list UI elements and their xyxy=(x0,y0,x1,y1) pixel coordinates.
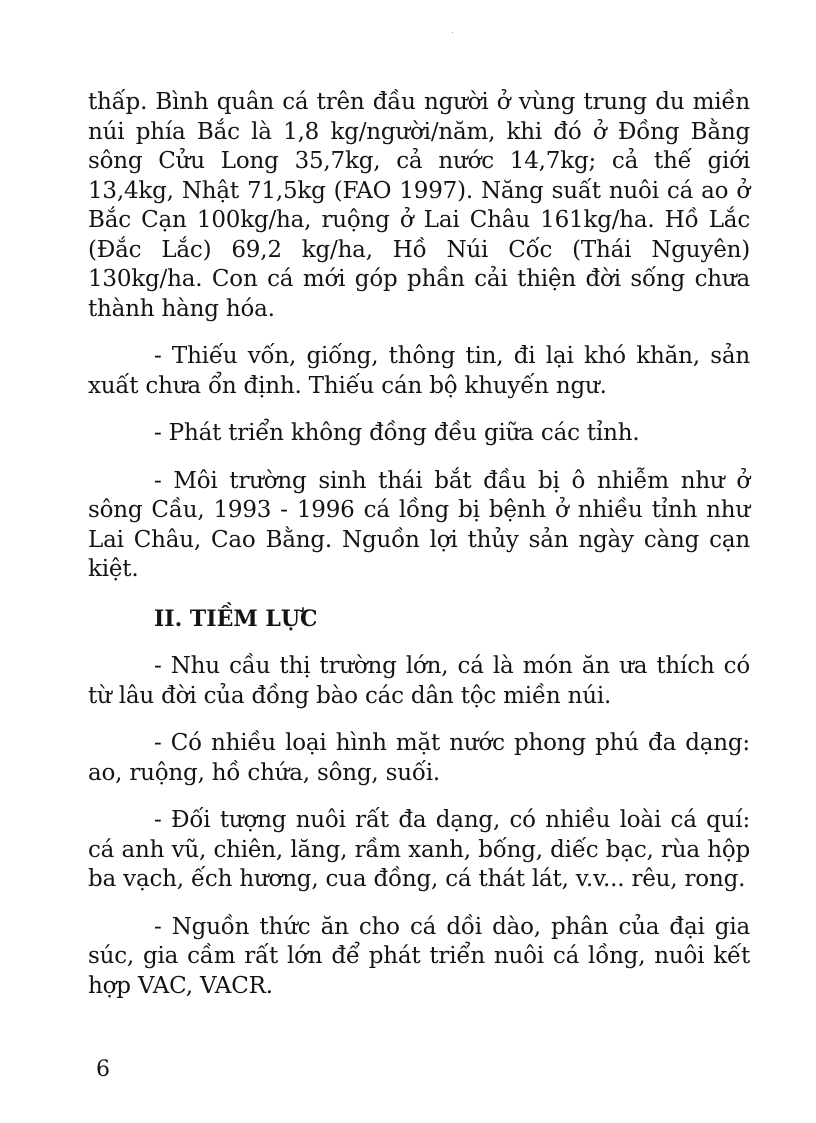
potential-item-market: - Nhu cầu thị trường lớn, cá là món ăn ưa thích có từ lâu đời của đồng bào các dân tộc miền núi. xyxy=(88,653,750,709)
scan-speck xyxy=(452,32,453,33)
paragraph-limitation-capital: - Thiếu vốn, giống, thông tin, đi lại khó khăn, sản xuất chưa ổn định. Thiếu cán bộ khuyến ngư. xyxy=(88,343,750,399)
paragraph-continuation: thấp. Bình quân cá trên đầu người ở vùng trung du miền núi phía Bắc là 1,8 kg/người/năm, khi đó ở Đồng Bằng sông Cửu Long 35,7kg, cả nước 14,7kg; cả thế giới 13,4kg, Nhật 71,5kg (FAO 1997). Năng suất nuôi cá ao ở Bắc Cạn 100kg/ha, ruộng ở Lai Châu 161kg/ha. Hồ Lắc (Đắc Lắc) 69,2 kg/ha, Hồ Núi Cốc (Thái Nguyên) 130kg/ha. Con cá mới góp phần cải thiện đời sống chưa thành hàng hóa. xyxy=(88,89,750,322)
page-number: 6 xyxy=(96,1057,110,1082)
potential-item-feed: - Nguồn thức ăn cho cá dồi dào, phân của đại gia súc, gia cầm rất lớn để phát triển nuôi cá lồng, nuôi kết hợp VAC, VACR. xyxy=(88,913,750,999)
document-page xyxy=(88,88,750,1001)
paragraph-limitation-environment: - Môi trường sinh thái bắt đầu bị ô nhiễm như ở sông Cầu, 1993 - 1996 cá lồng bị bệnh ở nhiều tỉnh như Lai Châu, Cao Bằng. Nguồn lợi thủy sản ngày càng cạn kiệt. xyxy=(88,467,750,582)
paragraph-limitation-uneven: - Phát triển không đồng đều giữa các tỉnh. xyxy=(154,420,640,446)
section-heading: II. TIỀM LỰC xyxy=(154,605,318,632)
potential-item-water: - Có nhiều loại hình mặt nước phong phú đa dạng: ao, ruộng, hồ chứa, sông, suối. xyxy=(88,730,750,786)
potential-item-species: - Đối tượng nuôi rất đa dạng, có nhiều loài cá quí: cá anh vũ, chiên, lăng, rầm xanh, bống, diếc bạc, rùa hộp ba vạch, ếch hương, cua đồng, cá thát lát, v.v... rêu, rong. xyxy=(88,807,750,892)
